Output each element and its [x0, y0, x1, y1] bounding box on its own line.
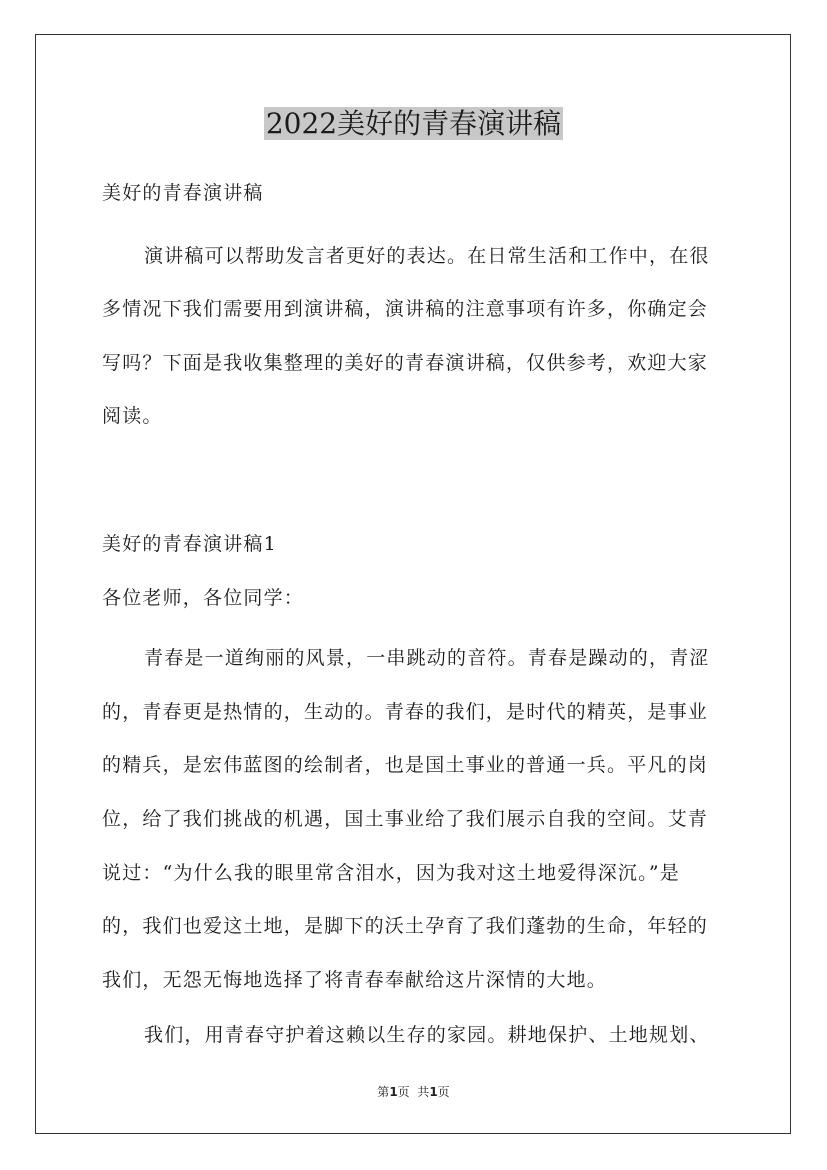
- paragraph-line: 青春是一道绚丽的风景，一串跳动的音符。青春是躁动的，青涩: [144, 647, 710, 670]
- intro-line: 写吗？下面是我收集整理的美好的青春演讲稿，仅供参考，欢迎大家: [102, 351, 709, 374]
- footer-prefix: 第: [377, 1085, 390, 1099]
- footer-mid: 页 共: [397, 1085, 430, 1099]
- document-title: [0, 102, 827, 146]
- footer-page-current: 1: [389, 1085, 398, 1099]
- page-footer: [0, 1082, 827, 1102]
- intro-line: 演讲稿可以帮助发言者更好的表达。在日常生活和工作中，在很: [144, 245, 710, 267]
- paragraph-line: 说过：“为什么我的眼里常含泪水，因为我对这土地爱得深沉。”是: [102, 861, 680, 884]
- intro-paragraph: [102, 230, 728, 443]
- intro-line: 多情况下我们需要用到演讲稿，演讲稿的注意事项有许多，你确定会: [102, 298, 709, 321]
- subtitle: 美好的青春演讲稿: [102, 182, 264, 204]
- paragraph-line: 的精兵，是宏伟蓝图的绘制者，也是国土事业的普通一兵。平凡的岗: [102, 754, 709, 777]
- section-heading: 美好的青春演讲稿1: [102, 533, 277, 556]
- paragraph-line: 我们，无怨无悔地选择了将青春奉献给这片深情的大地。: [102, 968, 608, 991]
- intro-line: 阅读。: [102, 404, 163, 427]
- speech-paragraph: [102, 632, 728, 1007]
- footer-suffix: 页: [437, 1085, 450, 1099]
- paragraph-line: 我们，用青春守护着这赖以生存的家园。耕地保护、土地规划、: [144, 1024, 710, 1047]
- paragraph-line: 位，给了我们挑战的机遇，国土事业给了我们展示自我的空间。艾青: [102, 807, 709, 830]
- footer-page-total: 1: [429, 1085, 438, 1099]
- paragraph-line: 的，青春更是热情的，生动的。青春的我们，是时代的精英，是事业: [102, 700, 709, 723]
- document-body: [102, 175, 728, 1053]
- paragraph-line: 的，我们也爱这土地，是脚下的沃土孕育了我们蓬勃的生命，年轻的: [102, 915, 709, 938]
- greeting: 各位老师，各位同学：: [102, 587, 305, 610]
- document-title-text: 2022美好的青春演讲稿: [265, 107, 562, 140]
